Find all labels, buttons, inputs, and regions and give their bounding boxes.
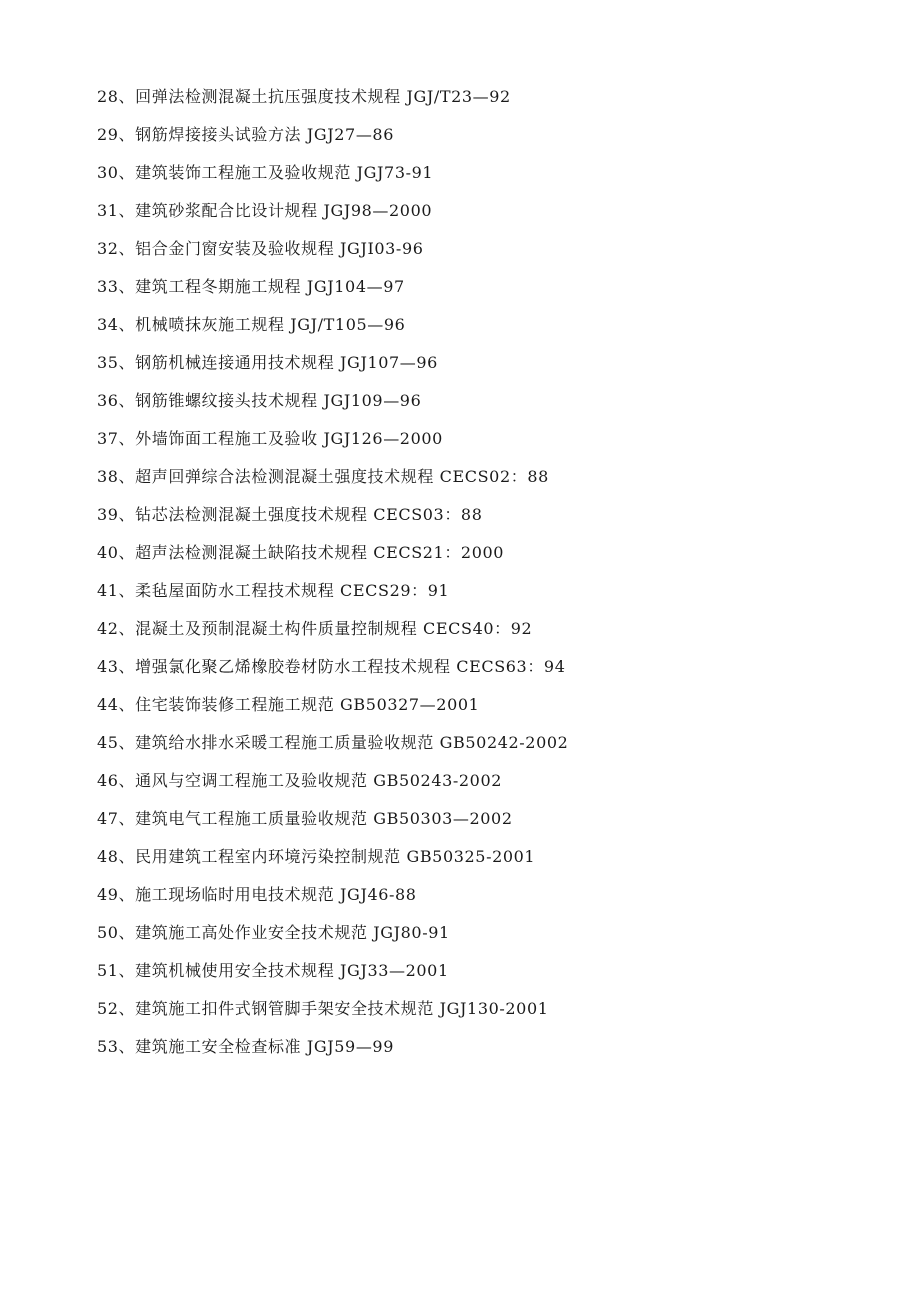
list-item: 34、机械喷抹灰施工规程 JGJ/T105—96 — [97, 315, 406, 334]
standards-list — [97, 84, 568, 1072]
list-item: 38、超声回弹综合法检测混凝土强度技术规程 CECS02：88 — [97, 467, 549, 486]
list-item: 44、住宅装饰装修工程施工规范 GB50327—2001 — [97, 695, 480, 714]
list-item: 37、外墙饰面工程施工及验收 JGJ126—2000 — [97, 429, 443, 448]
list-item: 47、建筑电气工程施工质量验收规范 GB50303—2002 — [97, 809, 513, 828]
list-item: 40、超声法检测混凝土缺陷技术规程 CECS21：2000 — [97, 543, 505, 562]
list-item: 33、建筑工程冬期施工规程 JGJ104—97 — [97, 277, 405, 296]
list-item: 30、建筑装饰工程施工及验收规范 JGJ73-91 — [97, 163, 434, 182]
list-item: 32、铝合金门窗安装及验收规程 JGJI03-96 — [97, 239, 424, 258]
list-item: 29、钢筋焊接接头试验方法 JGJ27—86 — [97, 125, 394, 144]
list-item: 49、施工现场临时用电技术规范 JGJ46-88 — [97, 885, 417, 904]
list-item: 53、建筑施工安全检查标准 JGJ59—99 — [97, 1037, 394, 1056]
list-item: 51、建筑机械使用安全技术规程 JGJ33—2001 — [97, 961, 449, 980]
list-item: 35、钢筋机械连接通用技术规程 JGJ107—96 — [97, 353, 438, 372]
list-item: 42、混凝土及预制混凝土构件质量控制规程 CECS40：92 — [97, 619, 533, 638]
list-item: 50、建筑施工高处作业安全技术规范 JGJ80-91 — [97, 923, 450, 942]
list-item: 41、柔毡屋面防水工程技术规程 CECS29：91 — [97, 581, 450, 600]
list-item: 48、民用建筑工程室内环境污染控制规范 GB50325-2001 — [97, 847, 536, 866]
list-item: 45、建筑给水排水采暖工程施工质量验收规范 GB50242-2002 — [97, 733, 569, 752]
list-item: 28、回弹法检测混凝土抗压强度技术规程 JGJ/T23—92 — [97, 87, 511, 106]
list-item: 36、钢筋锥螺纹接头技术规程 JGJ109—96 — [97, 391, 422, 410]
list-item: 46、通风与空调工程施工及验收规范 GB50243-2002 — [97, 771, 503, 790]
list-item: 43、增强氯化聚乙烯橡胶卷材防水工程技术规程 CECS63：94 — [97, 657, 566, 676]
list-item: 39、钻芯法检测混凝土强度技术规程 CECS03：88 — [97, 505, 483, 524]
list-item: 52、建筑施工扣件式钢管脚手架安全技术规范 JGJ130-2001 — [97, 999, 549, 1018]
list-item: 31、建筑砂浆配合比设计规程 JGJ98—2000 — [97, 201, 433, 220]
